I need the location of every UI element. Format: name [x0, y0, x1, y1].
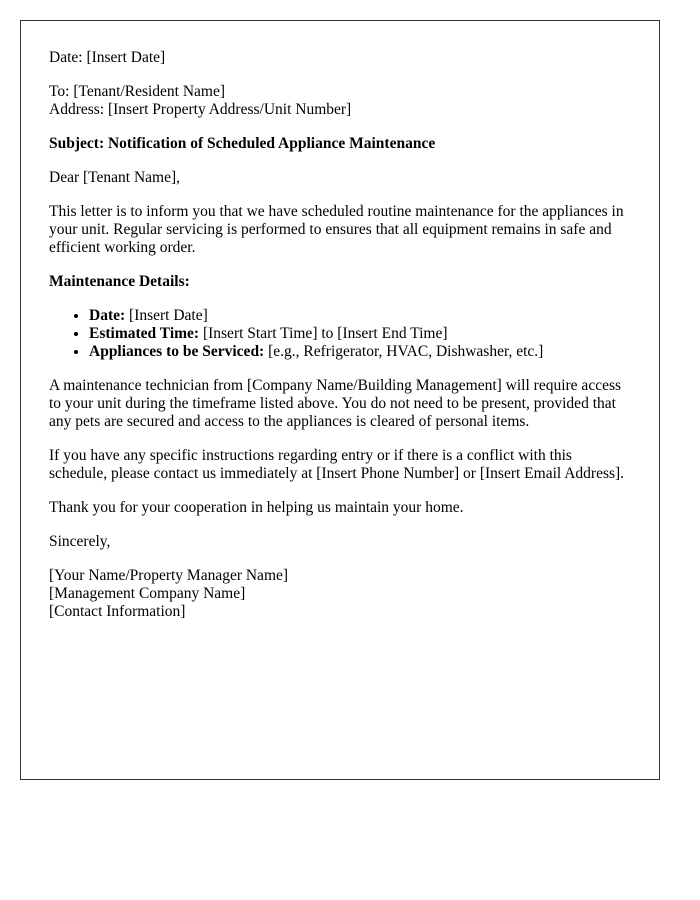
access-paragraph: A maintenance technician from [Company Name/Building Management] will require access to your unit during the timeframe listed above. You do not need to be present, provided that any pets are secured and access to the appliances is cleared of personal items. [49, 377, 622, 430]
salutation: Dear [Tenant Name], [49, 169, 181, 186]
details-item-appliances [89, 343, 633, 361]
details-value: [e.g., Refrigerator, HVAC, Dishwasher, etc.] [264, 343, 544, 360]
contact-paragraph: If you have any specific instructions regarding entry or if there is a conflict with this schedule, please contact us immediately at [Insert Phone Number] or [Insert Email Address]. [49, 447, 625, 482]
details-item-time [89, 325, 633, 343]
signature-block [49, 567, 633, 621]
details-heading: Maintenance Details: [49, 273, 190, 290]
to-line: To: [Tenant/Resident Name] [49, 83, 226, 100]
subject-line: Subject: Notification of Scheduled Appliance Maintenance [49, 135, 436, 152]
letter-body [49, 49, 633, 621]
thanks-paragraph: Thank you for your cooperation in helping us maintain your home. [49, 499, 464, 516]
details-item-date [89, 307, 633, 325]
date-line: Date: [Insert Date] [49, 49, 166, 66]
details-value: [Insert Start Time] to [Insert End Time] [199, 325, 448, 342]
details-label: Estimated Time: [89, 325, 200, 342]
signature-contact: [Contact Information] [49, 603, 186, 620]
closing: Sincerely, [49, 533, 111, 550]
recipient-block [49, 83, 633, 119]
details-label: Date: [89, 307, 126, 324]
intro-paragraph: This letter is to inform you that we have scheduled routine maintenance for the appliances in your unit. Regular servicing is performed to ensures that all equipment remains in safe and efficient working order. [49, 203, 624, 256]
details-value: [Insert Date] [125, 307, 208, 324]
details-list [49, 307, 633, 361]
details-label: Appliances to be Serviced: [89, 343, 265, 360]
address-line: Address: [Insert Property Address/Unit Number] [49, 101, 352, 118]
signature-name: [Your Name/Property Manager Name] [49, 567, 289, 584]
letter-page [20, 20, 660, 780]
signature-company: [Management Company Name] [49, 585, 246, 602]
